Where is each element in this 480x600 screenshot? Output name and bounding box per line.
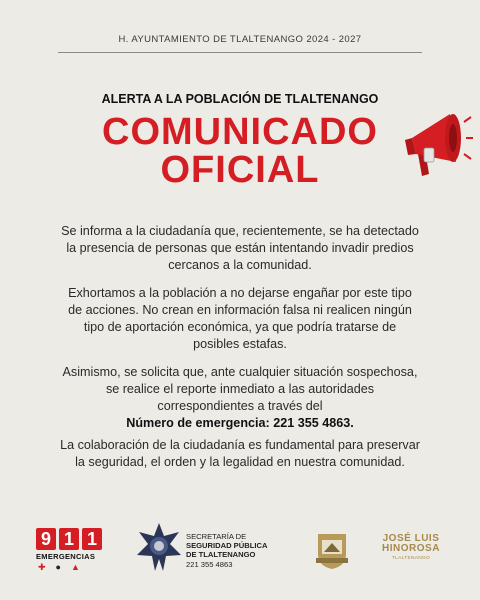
- police-icon: ●: [55, 562, 61, 572]
- candidate-name-1: JOSÉ LUIS: [382, 533, 440, 544]
- emergency-label: EMERGENCIAS: [36, 552, 96, 561]
- emergency-number-text: Número de emergencia: 221 355 4863.: [126, 416, 354, 430]
- header-text: H. AYUNTAMIENTO DE TLALTENANGO 2024 - 2027: [118, 34, 362, 45]
- candidate-subtitle: TLALTENANGO: [391, 556, 431, 561]
- digit-1a: 1: [59, 528, 79, 550]
- alert-heading: ALERTA A LA POBLACIÓN DE TLALTENANGO: [101, 92, 379, 106]
- digit-1b: 1: [82, 528, 102, 550]
- municipal-crest-icon: [312, 528, 352, 570]
- fire-icon: ▲: [70, 562, 80, 572]
- police-star-seal-icon: [136, 522, 182, 572]
- cross-icon: ✚: [38, 562, 46, 572]
- security-phone: 221 355 4863: [186, 559, 233, 569]
- security-line-3: DE TLALTENANGO: [186, 550, 256, 560]
- title-line-1: COMUNICADO: [102, 111, 378, 153]
- megaphone-icon: [398, 102, 474, 184]
- paragraph-3: [60, 364, 420, 432]
- title-line-2: OFICIAL: [160, 149, 320, 191]
- security-line-2: SEGURIDAD PÚBLICA: [186, 541, 268, 551]
- footer-logos: [0, 520, 480, 590]
- candidate-name-2: HINOROSA: [382, 543, 440, 554]
- paragraph-1: Se informa a la ciudadanía que, recientemente, se ha detectado la presencia de personas que están intentando invadir predios cercanos a la comunidad.: [61, 224, 419, 272]
- security-line-1: SECRETARÍA DE: [186, 532, 247, 541]
- header-divider: [58, 52, 422, 53]
- digit-9: 9: [36, 528, 56, 550]
- paragraph-3-text: Asimismo, se solicita que, ante cualquier situación sospechosa, se realice el reporte inmediato a las autoridades correspondientes a través del: [62, 365, 418, 413]
- security-secretariat-text: [186, 532, 267, 569]
- paragraph-2: Exhortamos a la población a no dejarse engañar por este tipo de acciones. No crean en información falsa ni realicen ningún tipo de aportación económica, ya que podría tratarse de posibles estafas.: [68, 286, 412, 351]
- paragraph-4: La colaboración de la ciudadanía es fundamental para preservar la seguridad, el orden y la legalidad en nuestra comunidad.: [60, 438, 420, 469]
- emergency-911-logo: [36, 528, 106, 573]
- candidate-logo: [376, 534, 446, 561]
